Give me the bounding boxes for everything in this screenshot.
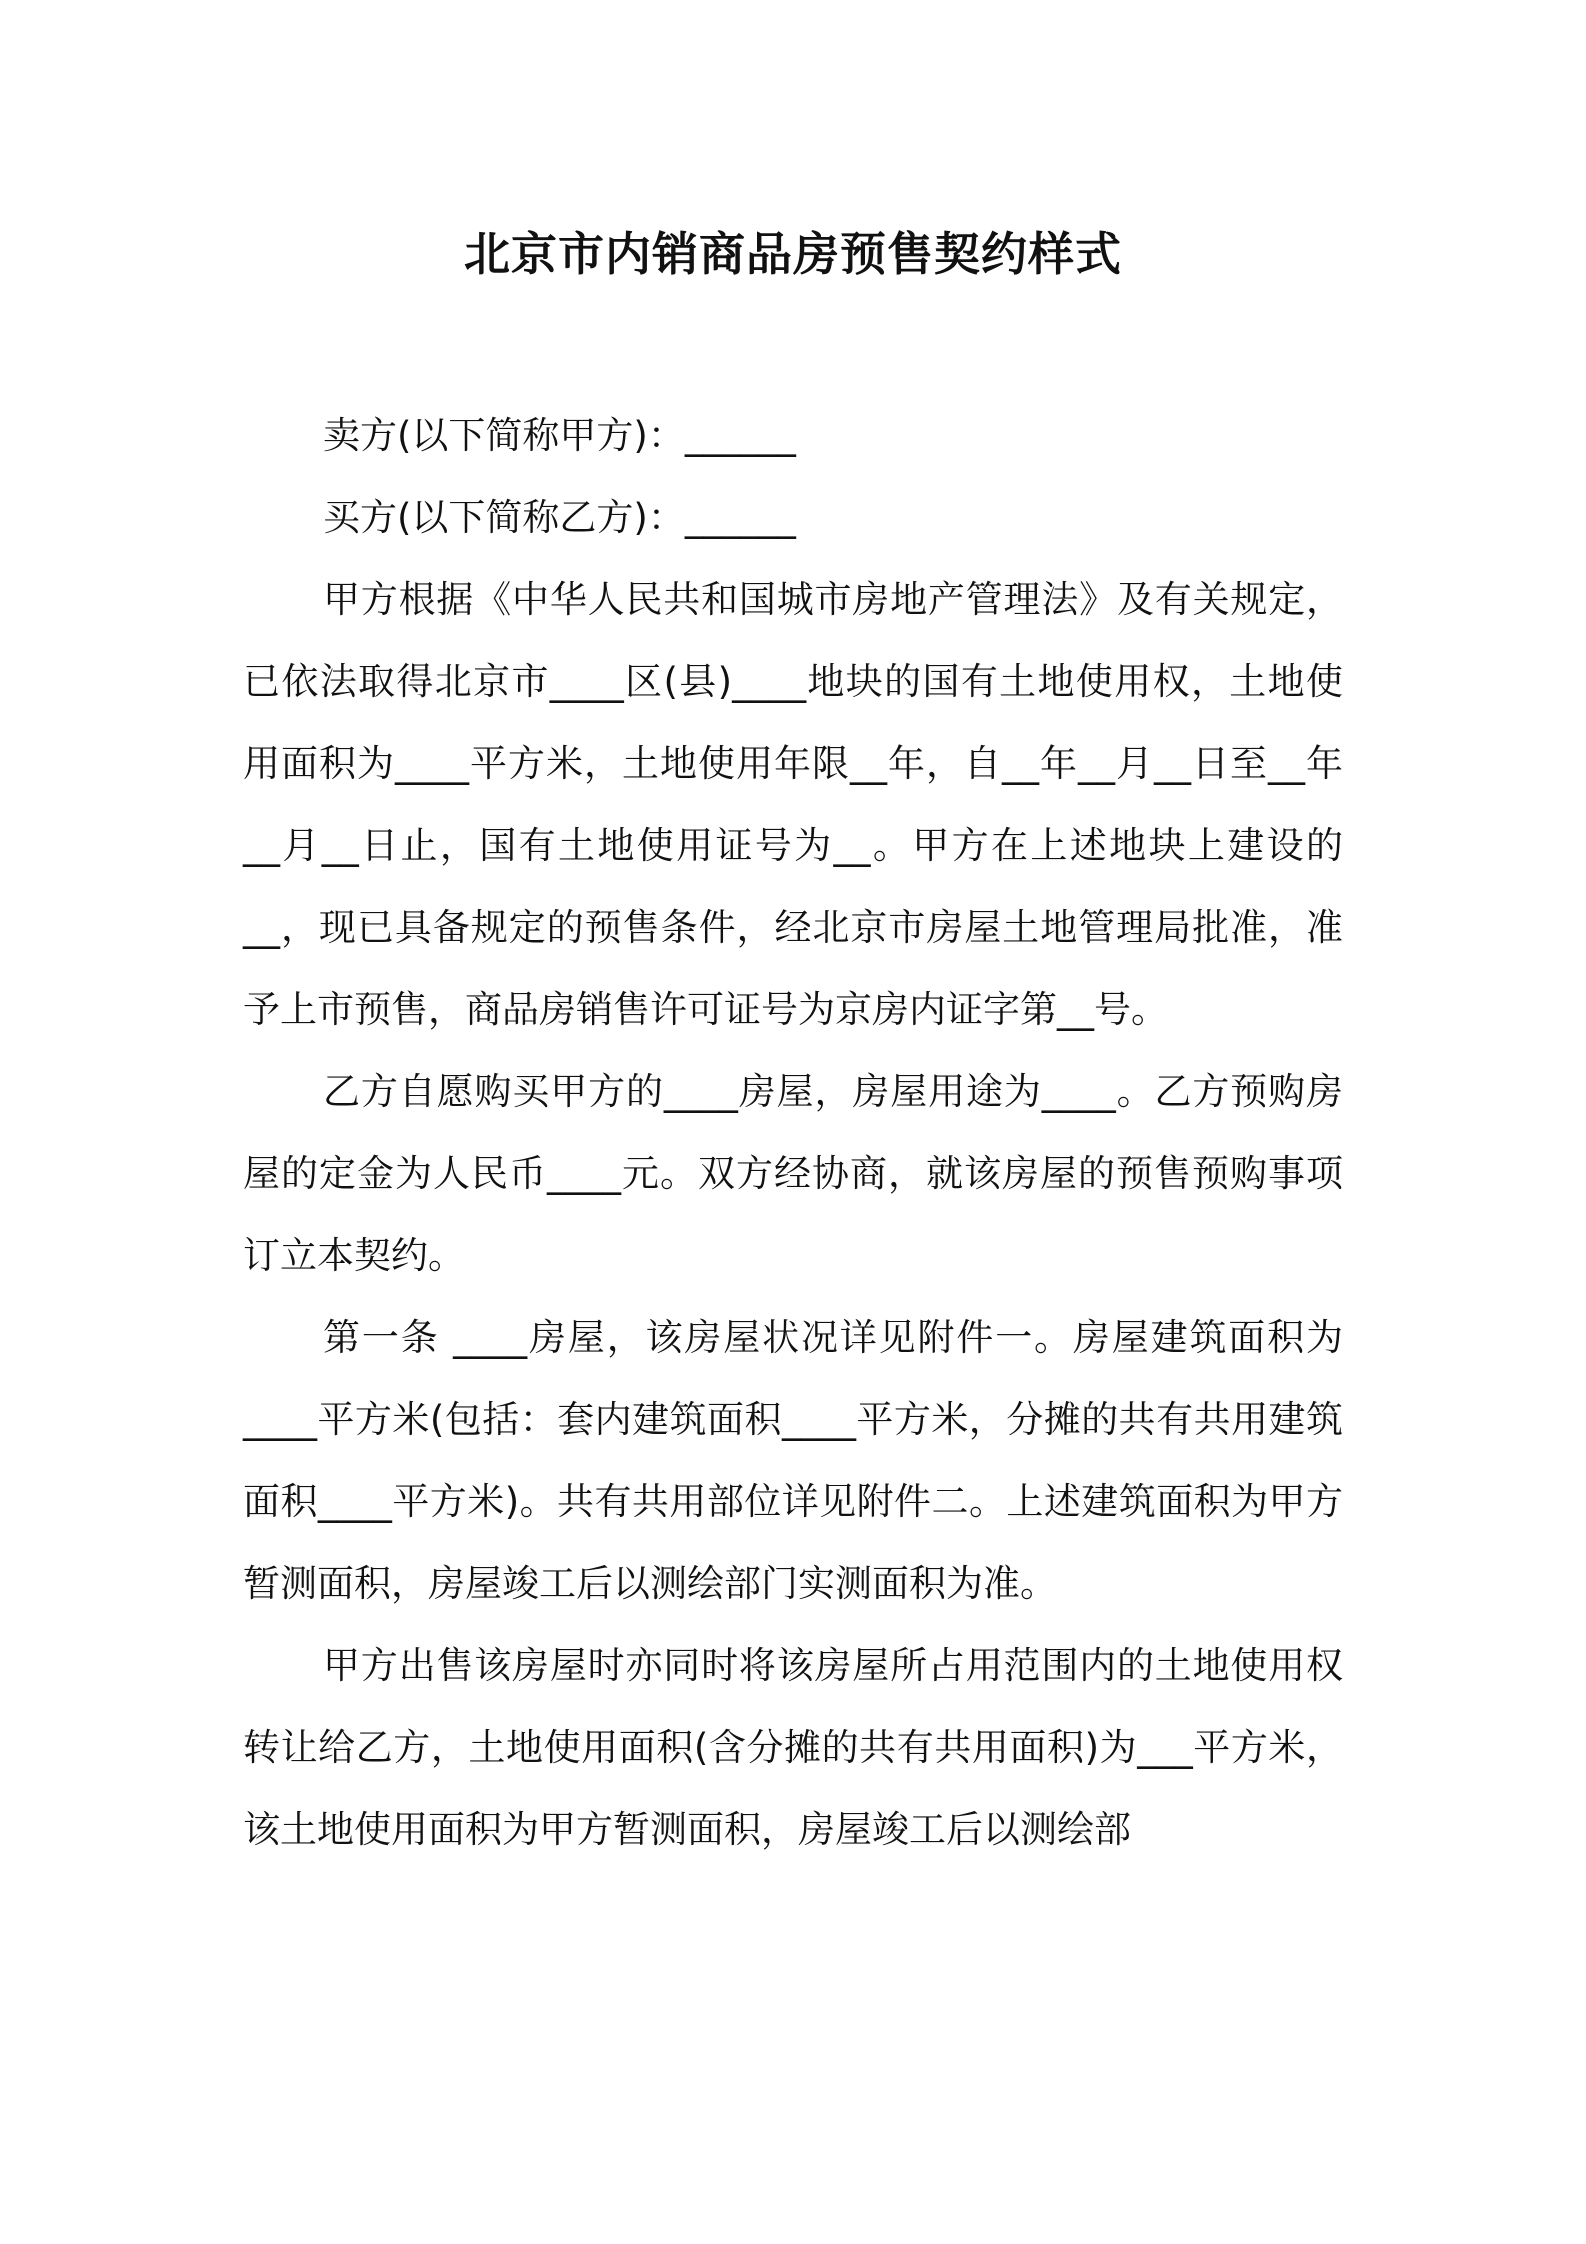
document-title: 北京市内销商品房预售契约样式	[464, 227, 1122, 281]
paragraph-legal-basis: 甲方根据《中华人民共和国城市房地产管理法》及有关规定，已依法取得北京市____区(县)____地块的国有土地使用权，土地使用面积为____平方米，土地使用年限__年，自__年__月__日至__年__月__日止，国有土地使用证号为__。甲方在上述地块上建设的__，现已具备规定的预售条件，经北京市房屋土地管理局批准，准予上市预售，商品房销售许可证号为京房内证字第__号。	[243, 578, 1343, 1031]
paragraph-article-one: 第一条 ____房屋，该房屋状况详见附件一。房屋建筑面积为____平方米(包括：套内建筑面积____平方米，分摊的共有共用建筑面积____平方米)。共有共用部位详见附件二。上述建筑面积为甲方暂测面积，房屋竣工后以测绘部门实测面积为准。	[243, 1316, 1343, 1605]
paragraph-purchase: 乙方自愿购买甲方的____房屋，房屋用途为____。乙方预购房屋的定金为人民币____元。双方经协商，就该房屋的预售预购事项订立本契约。	[243, 1070, 1343, 1277]
paragraph-land-use: 甲方出售该房屋时亦同时将该房屋所占用范围内的土地使用权转让给乙方，土地使用面积(含分摊的共有共用面积)为___平方米，该土地使用面积为甲方暂测面积，房屋竣工后以测绘部	[243, 1644, 1343, 1851]
document-body	[243, 395, 1343, 1871]
seller-line: 卖方(以下简称甲方)：______	[323, 414, 796, 457]
buyer-line: 买方(以下简称乙方)：______	[323, 496, 796, 539]
